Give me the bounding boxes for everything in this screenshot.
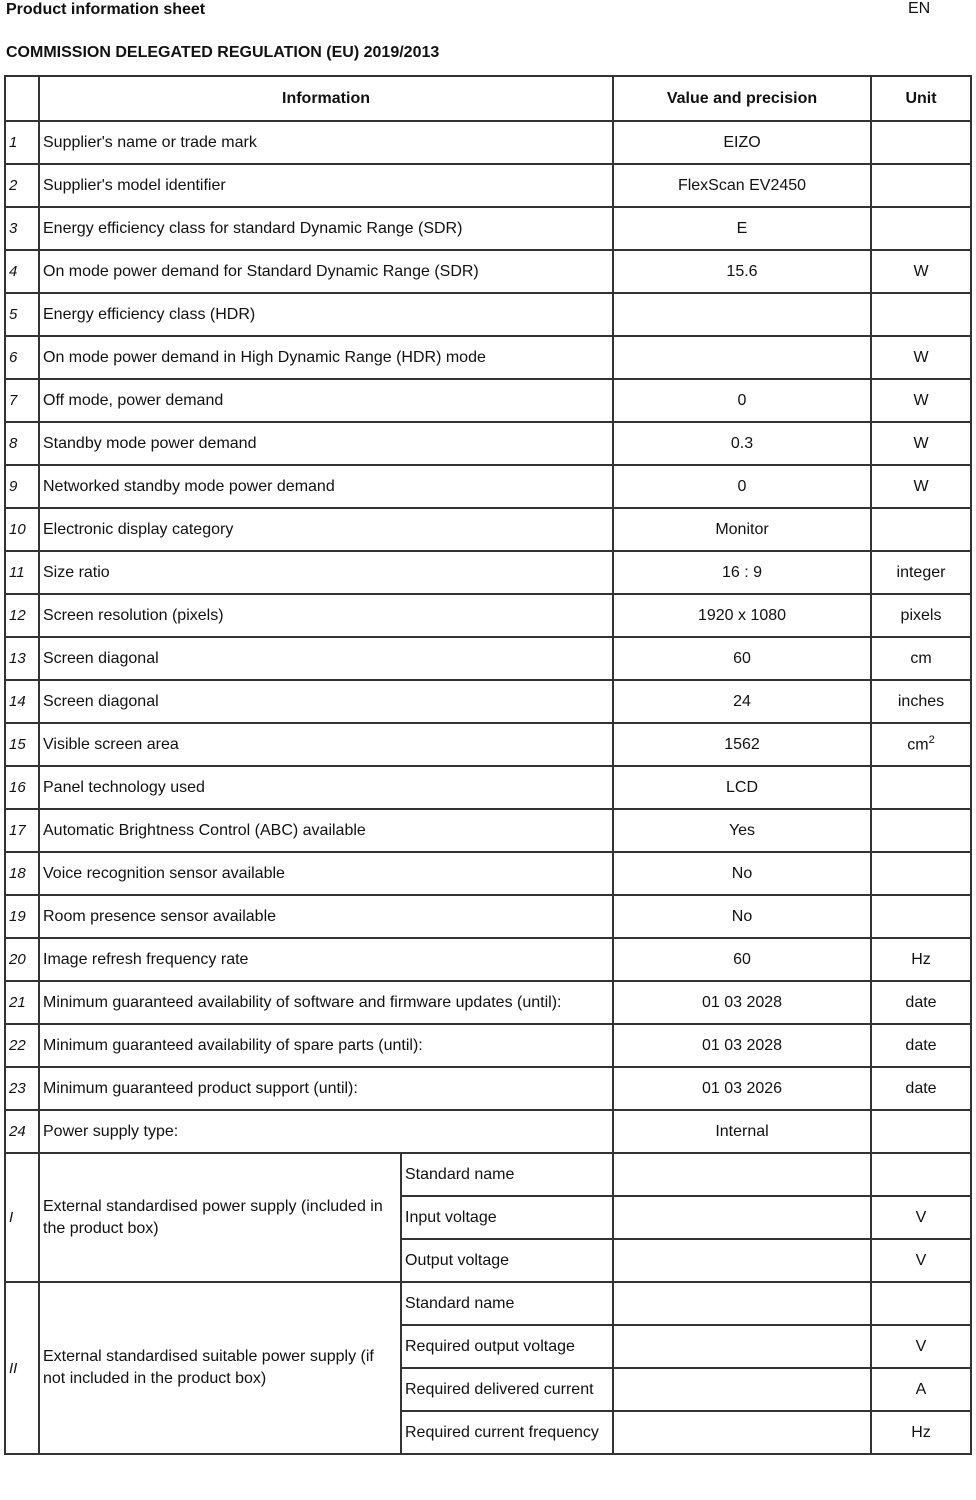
row-value: Internal	[613, 1110, 871, 1153]
row-number: 8	[5, 422, 39, 465]
row-value	[613, 336, 871, 379]
row-label: Size ratio	[39, 551, 613, 594]
row-value: E	[613, 207, 871, 250]
row-label: Electronic display category	[39, 508, 613, 551]
unit-superscript: 2	[928, 734, 935, 747]
group-sub-value	[613, 1153, 871, 1196]
group-sub-value	[613, 1325, 871, 1368]
row-unit	[871, 293, 971, 336]
row-value: 0	[613, 379, 871, 422]
unit-text: W	[913, 262, 929, 280]
unit-text: integer	[896, 563, 946, 581]
value-column-header: Value and precision	[613, 76, 871, 121]
group-sub-label: Required current frequency	[401, 1411, 613, 1454]
product-information-table	[4, 75, 972, 1455]
row-value: 01 03 2026	[613, 1067, 871, 1110]
row-value	[613, 293, 871, 336]
row-value: 0.3	[613, 422, 871, 465]
row-value: 1562	[613, 723, 871, 766]
row-label: Screen diagonal	[39, 680, 613, 723]
row-number: 12	[5, 594, 39, 637]
row-label: On mode power demand for Standard Dynamic Range (SDR)	[39, 250, 613, 293]
row-label: Minimum guaranteed availability of software and firmware updates (until):	[39, 981, 613, 1024]
group-sub-unit: V	[871, 1325, 971, 1368]
row-value: 60	[613, 938, 871, 981]
table-row	[5, 766, 971, 809]
row-value: LCD	[613, 766, 871, 809]
row-number: 20	[5, 938, 39, 981]
table-row	[5, 250, 971, 293]
group-sub-unit: Hz	[871, 1411, 971, 1454]
table-row	[5, 680, 971, 723]
row-number: 22	[5, 1024, 39, 1067]
row-number: 7	[5, 379, 39, 422]
unit-text: cm	[910, 649, 932, 667]
row-number: 3	[5, 207, 39, 250]
table-row	[5, 852, 971, 895]
group-sub-unit: V	[871, 1239, 971, 1282]
row-unit	[871, 250, 971, 293]
row-label: On mode power demand in High Dynamic Range (HDR) mode	[39, 336, 613, 379]
row-number: 1	[5, 121, 39, 164]
row-number: 14	[5, 680, 39, 723]
row-unit	[871, 809, 971, 852]
row-number: 23	[5, 1067, 39, 1110]
group-label: External standardised suitable power supply (if not included in the product box)	[39, 1282, 401, 1454]
table-row	[5, 121, 971, 164]
row-unit	[871, 551, 971, 594]
row-unit	[871, 422, 971, 465]
table-row	[5, 895, 971, 938]
row-value: 24	[613, 680, 871, 723]
group-number: II	[5, 1282, 39, 1454]
header-num-cell	[5, 76, 39, 121]
group-sub-value	[613, 1196, 871, 1239]
row-unit	[871, 637, 971, 680]
row-unit	[871, 852, 971, 895]
table-row	[5, 1067, 971, 1110]
unit-text: date	[905, 993, 937, 1011]
row-value: 60	[613, 637, 871, 680]
row-unit	[871, 680, 971, 723]
row-unit	[871, 766, 971, 809]
unit-text: W	[913, 434, 929, 452]
row-value: No	[613, 895, 871, 938]
table-row	[5, 465, 971, 508]
group-sub-value	[613, 1282, 871, 1325]
row-number: 11	[5, 551, 39, 594]
group-label: External standardised power supply (included in the product box)	[39, 1153, 401, 1282]
row-unit	[871, 379, 971, 422]
row-value: 01 03 2028	[613, 1024, 871, 1067]
group-sub-unit	[871, 1282, 971, 1325]
row-value: No	[613, 852, 871, 895]
row-number: 16	[5, 766, 39, 809]
group-number: I	[5, 1153, 39, 1282]
unit-text: Hz	[911, 950, 931, 968]
table-row	[5, 723, 971, 766]
row-number: 13	[5, 637, 39, 680]
document-title: Product information sheet	[6, 1, 206, 18]
table-row	[5, 938, 971, 981]
row-unit	[871, 207, 971, 250]
group-sub-label: Input voltage	[401, 1196, 613, 1239]
row-label: Voice recognition sensor available	[39, 852, 613, 895]
row-label: Image refresh frequency rate	[39, 938, 613, 981]
row-unit	[871, 895, 971, 938]
group-row	[5, 1282, 971, 1325]
row-number: 18	[5, 852, 39, 895]
group-sub-label: Standard name	[401, 1282, 613, 1325]
row-label: Standby mode power demand	[39, 422, 613, 465]
row-number: 6	[5, 336, 39, 379]
row-number: 24	[5, 1110, 39, 1153]
row-value: EIZO	[613, 121, 871, 164]
group-sub-label: Standard name	[401, 1153, 613, 1196]
unit-column-header: Unit	[871, 76, 971, 121]
row-unit	[871, 1024, 971, 1067]
regulation-heading: COMMISSION DELEGATED REGULATION (EU) 2019/2013	[6, 44, 440, 61]
group-sub-unit: V	[871, 1196, 971, 1239]
group-sub-value	[613, 1239, 871, 1282]
row-value: 16 : 9	[613, 551, 871, 594]
row-unit	[871, 938, 971, 981]
information-column-header: Information	[39, 76, 613, 121]
row-label: Power supply type:	[39, 1110, 613, 1153]
language-code: EN	[908, 0, 931, 17]
unit-text: cm	[907, 736, 929, 754]
row-label: Off mode, power demand	[39, 379, 613, 422]
row-number: 4	[5, 250, 39, 293]
row-unit	[871, 121, 971, 164]
row-label: Energy efficiency class for standard Dynamic Range (SDR)	[39, 207, 613, 250]
unit-text: W	[913, 477, 929, 495]
group-sub-unit	[871, 1153, 971, 1196]
group-sub-label: Required output voltage	[401, 1325, 613, 1368]
row-number: 19	[5, 895, 39, 938]
row-unit	[871, 465, 971, 508]
table-row	[5, 379, 971, 422]
row-number: 17	[5, 809, 39, 852]
row-value: 15.6	[613, 250, 871, 293]
row-label: Room presence sensor available	[39, 895, 613, 938]
row-label: Screen diagonal	[39, 637, 613, 680]
row-unit	[871, 164, 971, 207]
table-row	[5, 594, 971, 637]
group-sub-value	[613, 1368, 871, 1411]
row-number: 5	[5, 293, 39, 336]
row-unit	[871, 508, 971, 551]
row-value: Yes	[613, 809, 871, 852]
row-number: 2	[5, 164, 39, 207]
table-row	[5, 164, 971, 207]
row-value: 1920 x 1080	[613, 594, 871, 637]
row-number: 15	[5, 723, 39, 766]
row-unit	[871, 723, 971, 766]
row-unit	[871, 1110, 971, 1153]
group-sub-unit: A	[871, 1368, 971, 1411]
row-number: 21	[5, 981, 39, 1024]
table-row	[5, 551, 971, 594]
table-row	[5, 637, 971, 680]
group-sub-value	[613, 1411, 871, 1454]
table-row	[5, 981, 971, 1024]
row-unit	[871, 981, 971, 1024]
row-value: 0	[613, 465, 871, 508]
row-label: Screen resolution (pixels)	[39, 594, 613, 637]
unit-text: date	[905, 1079, 937, 1097]
unit-text: inches	[897, 692, 945, 710]
row-unit	[871, 336, 971, 379]
table-row	[5, 207, 971, 250]
group-sub-label: Output voltage	[401, 1239, 613, 1282]
group-row	[5, 1153, 971, 1196]
row-label: Energy efficiency class (HDR)	[39, 293, 613, 336]
group-sub-label: Required delivered current	[401, 1368, 613, 1411]
unit-text: W	[913, 348, 929, 366]
row-label: Visible screen area	[39, 723, 613, 766]
row-value: Monitor	[613, 508, 871, 551]
table-header-row	[5, 76, 971, 121]
table-row	[5, 809, 971, 852]
table-row	[5, 508, 971, 551]
table-body	[5, 121, 971, 1454]
row-label: Panel technology used	[39, 766, 613, 809]
row-value: 01 03 2028	[613, 981, 871, 1024]
unit-text: W	[913, 391, 929, 409]
row-unit	[871, 1067, 971, 1110]
table-row	[5, 293, 971, 336]
row-number: 10	[5, 508, 39, 551]
row-label: Supplier's model identifier	[39, 164, 613, 207]
row-unit	[871, 594, 971, 637]
table-row	[5, 336, 971, 379]
unit-text: pixels	[900, 606, 942, 624]
unit-text: date	[905, 1036, 937, 1054]
table-row	[5, 1110, 971, 1153]
row-label: Supplier's name or trade mark	[39, 121, 613, 164]
row-label: Networked standby mode power demand	[39, 465, 613, 508]
table-row	[5, 422, 971, 465]
row-number: 9	[5, 465, 39, 508]
row-label: Minimum guaranteed product support (until):	[39, 1067, 613, 1110]
table-row	[5, 1024, 971, 1067]
row-label: Automatic Brightness Control (ABC) available	[39, 809, 613, 852]
row-value: FlexScan EV2450	[613, 164, 871, 207]
row-label: Minimum guaranteed availability of spare parts (until):	[39, 1024, 613, 1067]
